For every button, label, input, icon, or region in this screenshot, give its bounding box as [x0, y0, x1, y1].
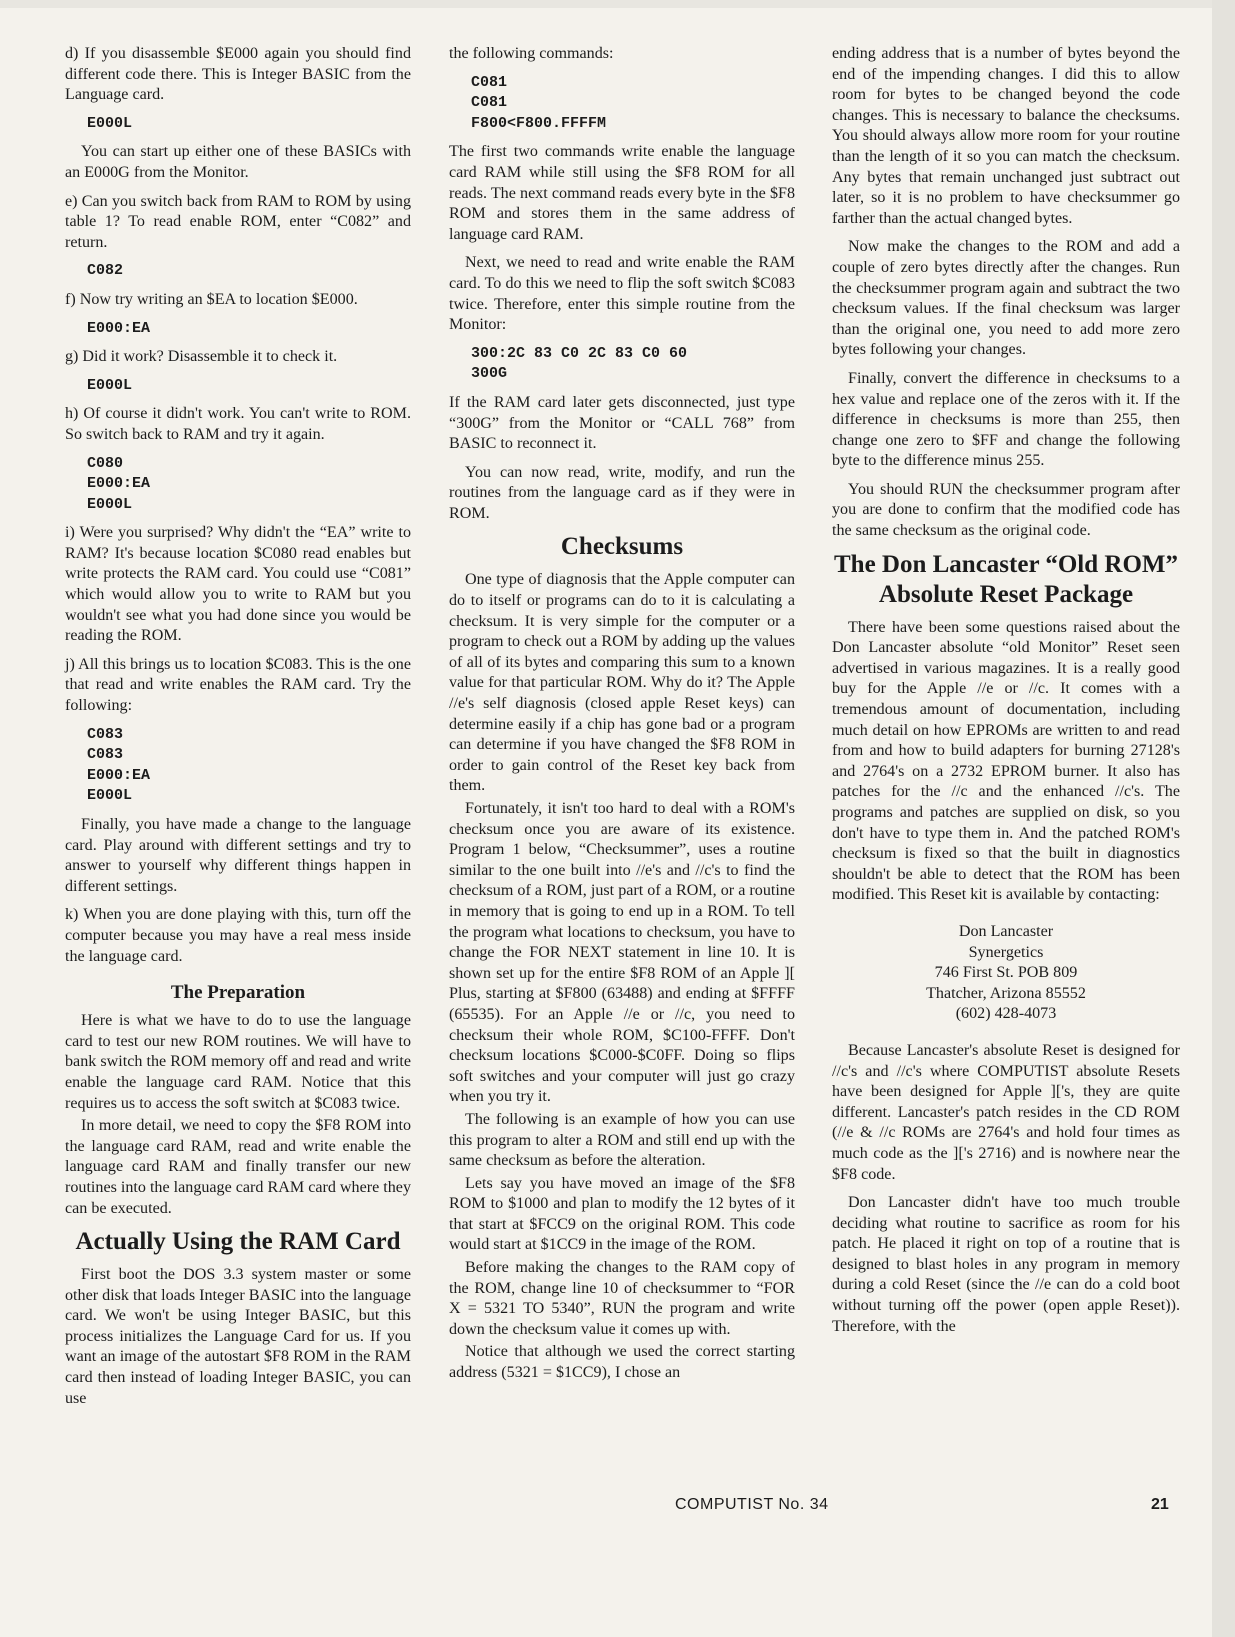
address-line: 746 First St. POB 809	[934, 964, 1078, 982]
paragraph: First boot the DOS 3.3 system master or some other disk that loads Integer BASIC into the language card. We won't be using Integer BASIC, but this process initializes the Language Card for us. If you want an image of the autostart $F8 ROM in the RAM card then instead of loading Integer BASIC, you can use	[65, 1266, 411, 1407]
paragraph: There have been some questions raised about the Don Lancaster absolute “old Monitor” Reset seen advertised in various magazines. It is a really good buy for the Apple //e or //c. It comes with a tremendous amount of documentation, including much detail on how EPROMs are written to and read from and how to build adapters for burning 27128's and 2764's on a 2732 EPROM burner. It also has patches for the //c and the enhanced //c's. The programs and patches are supplied on disk, so you don't have to type them in. And the patched ROM's checksum is fixed so that the built in diagnostics shouldn't be able to detect that the ROM has been modified. This Reset kit is available by contacting:	[832, 618, 1180, 904]
paragraph: Lets say you have moved an image of the $F8 ROM to $1000 and plan to modify the 12 bytes of it that start at $FCC9 on the original ROM. This code would start at $1CC9 in the image of the ROM.	[449, 1174, 795, 1254]
paragraph: Notice that although we used the correct starting address (5321 = $1CC9), I chose an	[449, 1343, 795, 1382]
code-line: E000L	[87, 495, 133, 513]
paragraph: Next, we need to read and write enable the RAM card. To do this we need to flip the soft switch $C083 twice. Therefore, enter this simple routine from the Monitor:	[449, 254, 795, 334]
paragraph: ending address that is a number of bytes beyond the end of the impending changes. I did this to allow room for bytes to be changed beyond the code changes. This is necessary to balance the checksums. You should always allow more room for your routine than the length of it so you can match the checksum. Any bytes that remain unchanged just subtract out later, so it is no problem to have checksummer go farther than the actual changed bytes.	[832, 45, 1180, 227]
address-line: (602) 428-4073	[955, 1005, 1057, 1023]
code-block	[87, 376, 411, 397]
address-line: Thatcher, Arizona 85552	[926, 984, 1086, 1002]
step-i-text: i) Were you surprised? Why didn't the “EA” write to RAM? It's because location $C080 read enables but write protects the RAM card. You could use “C081” which would allow you to write to RAM but you wouldn't see what you had done since you would be reading the ROM.	[65, 524, 411, 645]
code-line: 300G	[471, 365, 508, 383]
paragraph: Finally, you have made a change to the language card. Play around with different settings and try to answer to yourself why different things happen in different settings.	[65, 816, 411, 895]
code-line: C083	[87, 725, 124, 743]
code-block	[87, 319, 411, 340]
paragraph: The first two commands write enable the language card RAM while still using the $F8 ROM for all reads. The next command reads every byte in the $F8 ROM and stores them in the same address of language card RAM.	[449, 143, 795, 243]
paragraph: You should RUN the checksummer program after you are done to confirm that the modified code has the same checksum as the original code.	[832, 480, 1180, 540]
step-g-text: g) Did it work? Disassemble it to check it.	[65, 348, 338, 366]
paragraph: In more detail, we need to copy the $F8 ROM into the language card RAM, read and write enable the language card RAM and finally transfer our new routines into the language card RAM card where they can be executed.	[65, 1117, 411, 1217]
code-line: F800<F800.FFFFM	[471, 114, 607, 132]
paragraph: Finally, convert the difference in checksums to a hex value and replace one of the zeros with it. If the difference in checksums is more than 255, then change one zero to $FF and change the following byte to the difference minus 255.	[832, 369, 1180, 470]
column-2	[449, 44, 795, 1386]
paragraph: You can now read, write, modify, and run the routines from the language card as if they were in ROM.	[449, 463, 795, 522]
paragraph: Don Lancaster didn't have too much trouble deciding what routine to sacrifice as room for his patch. He placed it right on top of a routine that is designed to blast holes in any program in memory during a cold Reset (since the //e can do a cold boot without turning off the power (open apple Reset)). Therefore, with the	[832, 1194, 1180, 1335]
section-heading-preparation: The Preparation	[170, 982, 306, 1004]
code-line: C081	[471, 73, 508, 91]
footer-magazine-title: COMPUTIST No. 34	[675, 1496, 829, 1513]
section-heading-lancaster: The Don Lancaster “Old ROM” Absolute Reset Package	[834, 550, 1178, 608]
code-block	[87, 114, 411, 135]
code-line: E000L	[87, 787, 133, 805]
section-heading-checksums: Checksums	[560, 533, 684, 561]
paragraph: You can start up either one of these BASICs with an E000G from the Monitor.	[65, 143, 411, 181]
paragraph: If the RAM card later gets disconnected, just type “300G” from the Monitor or “CALL 768” from BASIC to reconnect it.	[449, 393, 795, 453]
step-d-text: d) If you disassemble $E000 again you should find different code there. This is Integer BASIC from the Language card.	[65, 45, 411, 104]
code-line: C080	[87, 454, 124, 472]
code-line: C083	[87, 746, 124, 764]
code-line: E000:EA	[87, 475, 151, 493]
address-line: Synergetics	[968, 943, 1044, 961]
footer-page-number: 21	[1151, 1496, 1169, 1513]
paragraph: One type of diagnosis that the Apple computer can do to itself or programs can do to it is calculating a checksum. It is very simple for the computer or a program to check out a ROM by adding up the values of all of its bytes and comparing this sum to a known value for that particular ROM. Why do it? The Apple //e's self diagnosis (closed apple Reset keys) can determine easily if a chip has gone bad or a program can determine if you have changed the $F8 ROM in order to gain control of the Reset key back from them.	[449, 571, 795, 795]
address-line: Don Lancaster	[958, 922, 1054, 940]
step-f-text: f) Now try writing an $EA to location $E000.	[65, 290, 358, 308]
code-block	[87, 725, 411, 807]
scan-top-edge	[0, 0, 1235, 8]
paragraph: Before making the changes to the RAM copy of the ROM, change line 10 of checksummer to “FOR X = 5321 TO 5340”, RUN the program and write down the checksum value it comes up with.	[449, 1259, 795, 1338]
code-line: E000:EA	[87, 319, 151, 337]
code-block	[87, 261, 411, 282]
column-1	[65, 44, 411, 1411]
step-e-text: e) Can you switch back from RAM to ROM by using table 1? To read enable ROM, enter “C082” and return.	[65, 192, 411, 251]
contact-address	[832, 922, 1180, 1025]
section-heading-actually-using: Actually Using the RAM Card	[75, 1228, 401, 1256]
code-block	[471, 344, 795, 385]
code-line: 300:2C 83 C0 2C 83 C0 60	[471, 344, 688, 362]
paragraph: The following is an example of how you can use this program to alter a ROM and still end up with the same checksum as before the alteration.	[449, 1110, 795, 1170]
code-line: C082	[87, 262, 124, 280]
step-j-text: j) All this brings us to location $C083. This is the one that read and write enables the RAM card. Try the following:	[65, 655, 411, 715]
paragraph: Fortunately, it isn't too hard to deal with a ROM's checksum once you are aware of its existence. Program 1 below, “Checksummer”, uses a routine similar to the one built into //e's and //c's to find the checksum of a ROM, just part of a ROM, or a routine in memory that is going to end up in a ROM. To tell the program what locations to checksum, you have to change the FOR NEXT statement in line 10. It is shown set up for the entire $F8 ROM of an Apple ][ Plus, starting at $F800 (63488) and ending at $FFFF (65535). For an Apple //e or //c, you need to checksum their whole ROM, $C100-FFFF. Don't checksum locations $C000-$C0FF. Doing so flips soft switches and your computer will just go crazy when you try it.	[449, 800, 795, 1106]
code-line: E000:EA	[87, 766, 151, 784]
scan-right-edge	[1212, 0, 1235, 1637]
code-line: E000L	[87, 376, 133, 394]
paragraph: the following commands:	[449, 45, 614, 62]
paragraph: Because Lancaster's absolute Reset is designed for //c's and //c's where COMPUTIST absolute Resets have been designed for Apple ]['s, they are quite different. Lancaster's patch resides in the CD ROM (//e & //c ROMs are 2764's and hold four times as much code as the ]['s 2716) and is nowhere near the $F8 code.	[832, 1041, 1180, 1183]
step-h-text: h) Of course it didn't work. You can't write to ROM. So switch back to RAM and try it again.	[65, 405, 411, 443]
code-line: E000L	[87, 114, 133, 132]
code-block	[87, 454, 411, 516]
paragraph: Now make the changes to the ROM and add a couple of zero bytes directly after the changes. Run the checksummer program again and subtract the two checksum values. If the final checksum was larger than the original one, you need to add more zero bytes following your changes.	[832, 238, 1180, 359]
column-3	[832, 44, 1180, 1339]
code-block	[471, 73, 795, 135]
step-k-text: k) When you are done playing with this, turn off the computer because you may have a real mess inside the language card.	[65, 906, 411, 965]
paragraph: Here is what we have to do to use the language card to test our new ROM routines. We will have to bank switch the ROM memory off and read and write enable the language card RAM. Notice that this requires us to access the soft switch at $C083 twice.	[65, 1012, 411, 1112]
code-line: C081	[471, 94, 508, 112]
